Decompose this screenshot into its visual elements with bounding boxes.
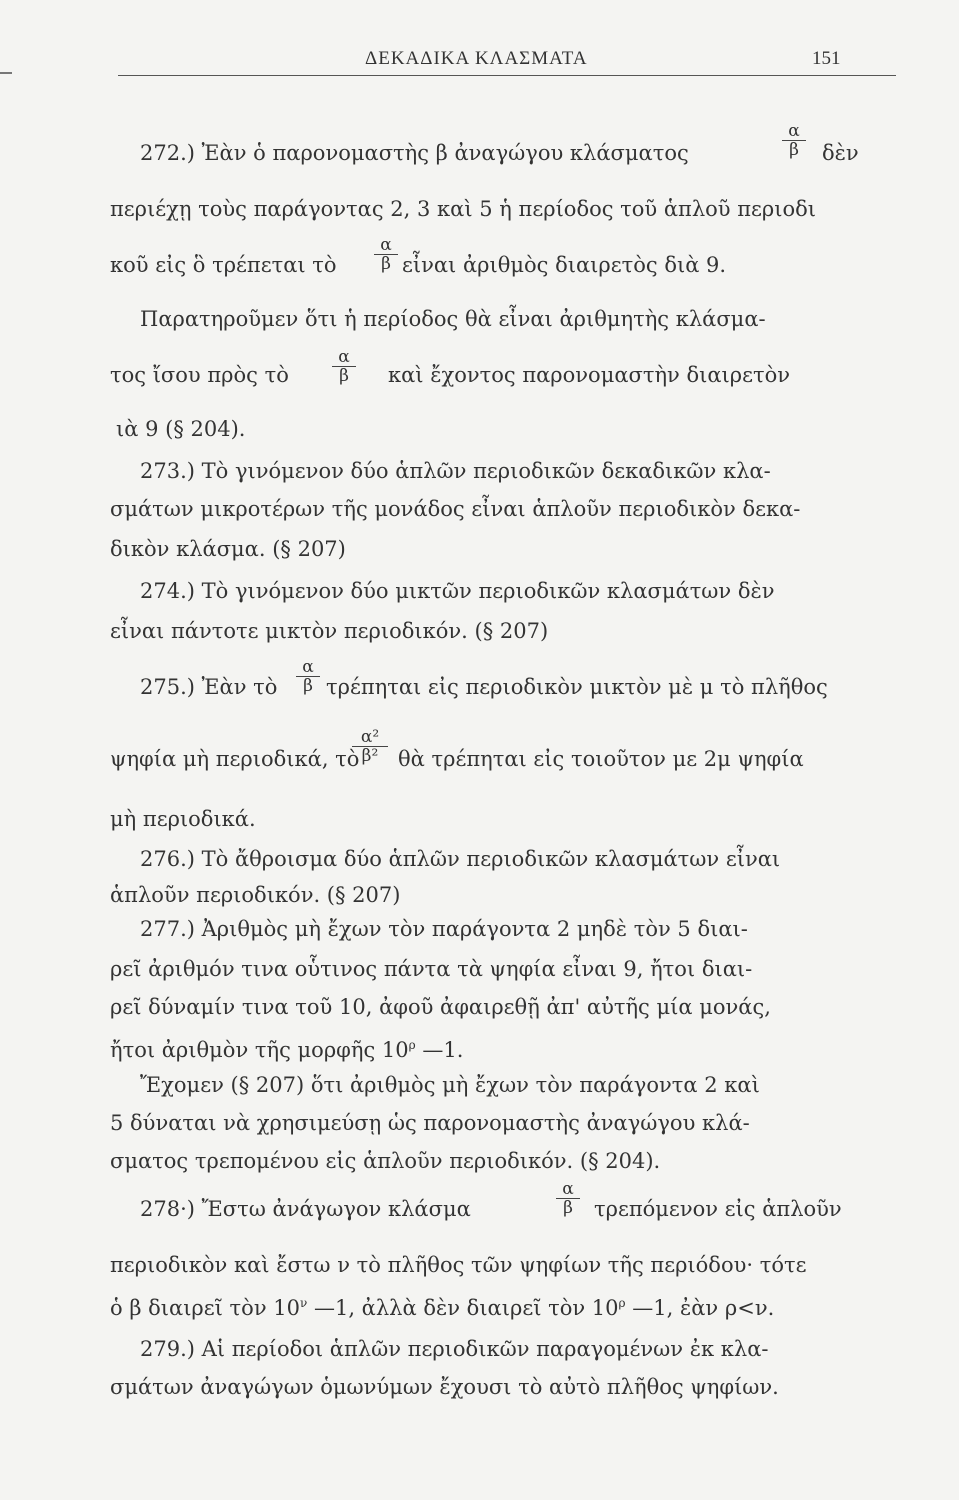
text-line: 277.) Ἀριθμὸς μὴ ἔχων τὸν παράγοντα 2 μηδὲ τὸν 5 διαι- [140, 917, 748, 941]
text-line: ἤτοι ἀριθμὸν τῆς μορφῆς $10^\rho$ —1. [110, 1038, 464, 1062]
text-line: τρέπηται εἰς περιοδικὸν μικτὸν μὲ μ τὸ πλῆθος [326, 675, 828, 699]
text-line: ιὰ 9 (§ 204). [116, 417, 246, 441]
fraction-alpha-beta: $\frac{\alpha}{\beta}$ [556, 1180, 580, 1217]
text-line: 279.) Αἱ περίοδοι ἁπλῶν περιοδικῶν παραγομένων ἐκ κλα- [140, 1337, 769, 1361]
text-line: εἶναι ἀριθμὸς διαιρετὸς διὰ 9. [402, 253, 727, 277]
text-line: 278·) Ἔστω ἀνάγωγον κλάσμα [140, 1197, 471, 1221]
running-header [0, 48, 959, 76]
text-line: σμάτων μικροτέρων τῆς μονάδος εἶναι ἁπλοῦν περιοδικὸν δεκα- [110, 497, 801, 521]
text-line: Παρατηροῦμεν ὅτι ἡ περίοδος θὰ εἶναι ἀριθμητὴς κλάσμα- [140, 307, 766, 331]
text-line: θὰ τρέπηται εἰς τοιοῦτον με 2μ ψηφία [398, 747, 804, 771]
fraction-alpha-beta: $\frac{\alpha}{\beta}$ [374, 236, 398, 273]
text-line: ἁπλοῦν περιοδικόν. (§ 207) [110, 883, 401, 907]
text-line: σμάτων ἀναγώγων ὁμωνύμων ἔχουσι τὸ αὐτὸ πλῆθος ψηφίων. [110, 1375, 779, 1399]
text-line: κοῦ εἰς ὃ τρέπεται τὸ [110, 253, 337, 277]
text-line: εἶναι πάντοτε μικτὸν περιοδικόν. (§ 207) [110, 619, 549, 643]
text-line: τος ἴσου πρὸς τὸ [110, 363, 289, 387]
header-rule [118, 75, 896, 76]
text-line: 275.) Ἐὰν τὸ [140, 675, 278, 699]
text-line: 276.) Τὸ ἄθροισμα δύο ἁπλῶν περιοδικῶν κλασμάτων εἶναι [140, 847, 781, 871]
text-line: τρεπόμενον εἰς ἁπλοῦν [594, 1197, 842, 1221]
text-line: ρεῖ ἀριθμόν τινα οὗτινος πάντα τὰ ψηφία εἶναι 9, ἤτοι διαι- [110, 957, 753, 981]
text-line: καὶ ἔχοντος παρονομαστὴν διαιρετὸν [388, 363, 791, 387]
text-line: σματος τρεπομένου εἰς ἁπλοῦν περιοδικόν. (§ 204). [110, 1149, 661, 1173]
fraction-alpha-beta: $\frac{\alpha}{\beta}$ [782, 122, 806, 159]
text-line: ψηφία μὴ περιοδικά, τὸ [110, 747, 360, 771]
fraction-alpha-beta: $\frac{\alpha}{\beta}$ [332, 348, 356, 385]
text-line: ρεῖ δύναμίν τινα τοῦ 10, ἀφοῦ ἀφαιρεθῇ ἀπ' αὐτῆς μία μονάς, [110, 995, 771, 1019]
text-line: περιοδικὸν καὶ ἔστω ν τὸ πλῆθος τῶν ψηφίων τῆς περιόδου· τότε [110, 1253, 807, 1277]
text-line: 272.) Ἐὰν ὁ παρονομαστὴς β ἀναγώγου κλάσματος [140, 141, 689, 165]
page-number: 151 [812, 48, 841, 69]
text-line: ὁ β διαιρεῖ τὸν $10^\nu$ —1, ἀλλὰ δὲν διαιρεῖ τὸν $10^\rho$ —1, ἐὰν ρ<ν. [110, 1296, 775, 1320]
text-line: Ἔχομεν (§ 207) ὅτι ἀριθμὸς μὴ ἔχων τὸν παράγοντα 2 καὶ [140, 1073, 760, 1097]
text-line: 273.) Τὸ γινόμενον δύο ἁπλῶν περιοδικῶν δεκαδικῶν κλα- [140, 459, 771, 483]
fraction-alpha-beta: $\frac{\alpha}{\beta}$ [296, 658, 320, 695]
header-title: ΔΕΚΑΔΙΚΑ ΚΛΑΣΜΑΤΑ [365, 48, 588, 69]
text-line: δικὸν κλάσμα. (§ 207) [110, 537, 346, 561]
text-line: 274.) Τὸ γινόμενον δύο μικτῶν περιοδικῶν κλασμάτων δὲν [140, 579, 775, 603]
text-line: 5 δύναται νὰ χρησιμεύσῃ ὡς παρονομαστὴς ἀναγώγου κλά- [110, 1111, 750, 1135]
text-line: δὲν [822, 141, 859, 165]
text-line: περιέχῃ τοὺς παράγοντας 2, 3 καὶ 5 ἡ περίοδος τοῦ ἁπλοῦ περιοδι [110, 197, 817, 221]
text-line: μὴ περιοδικά. [110, 807, 256, 831]
fraction-alpha-sq-beta-sq: $\frac{\text{α²}}{\text{β²}}$ [352, 728, 388, 765]
